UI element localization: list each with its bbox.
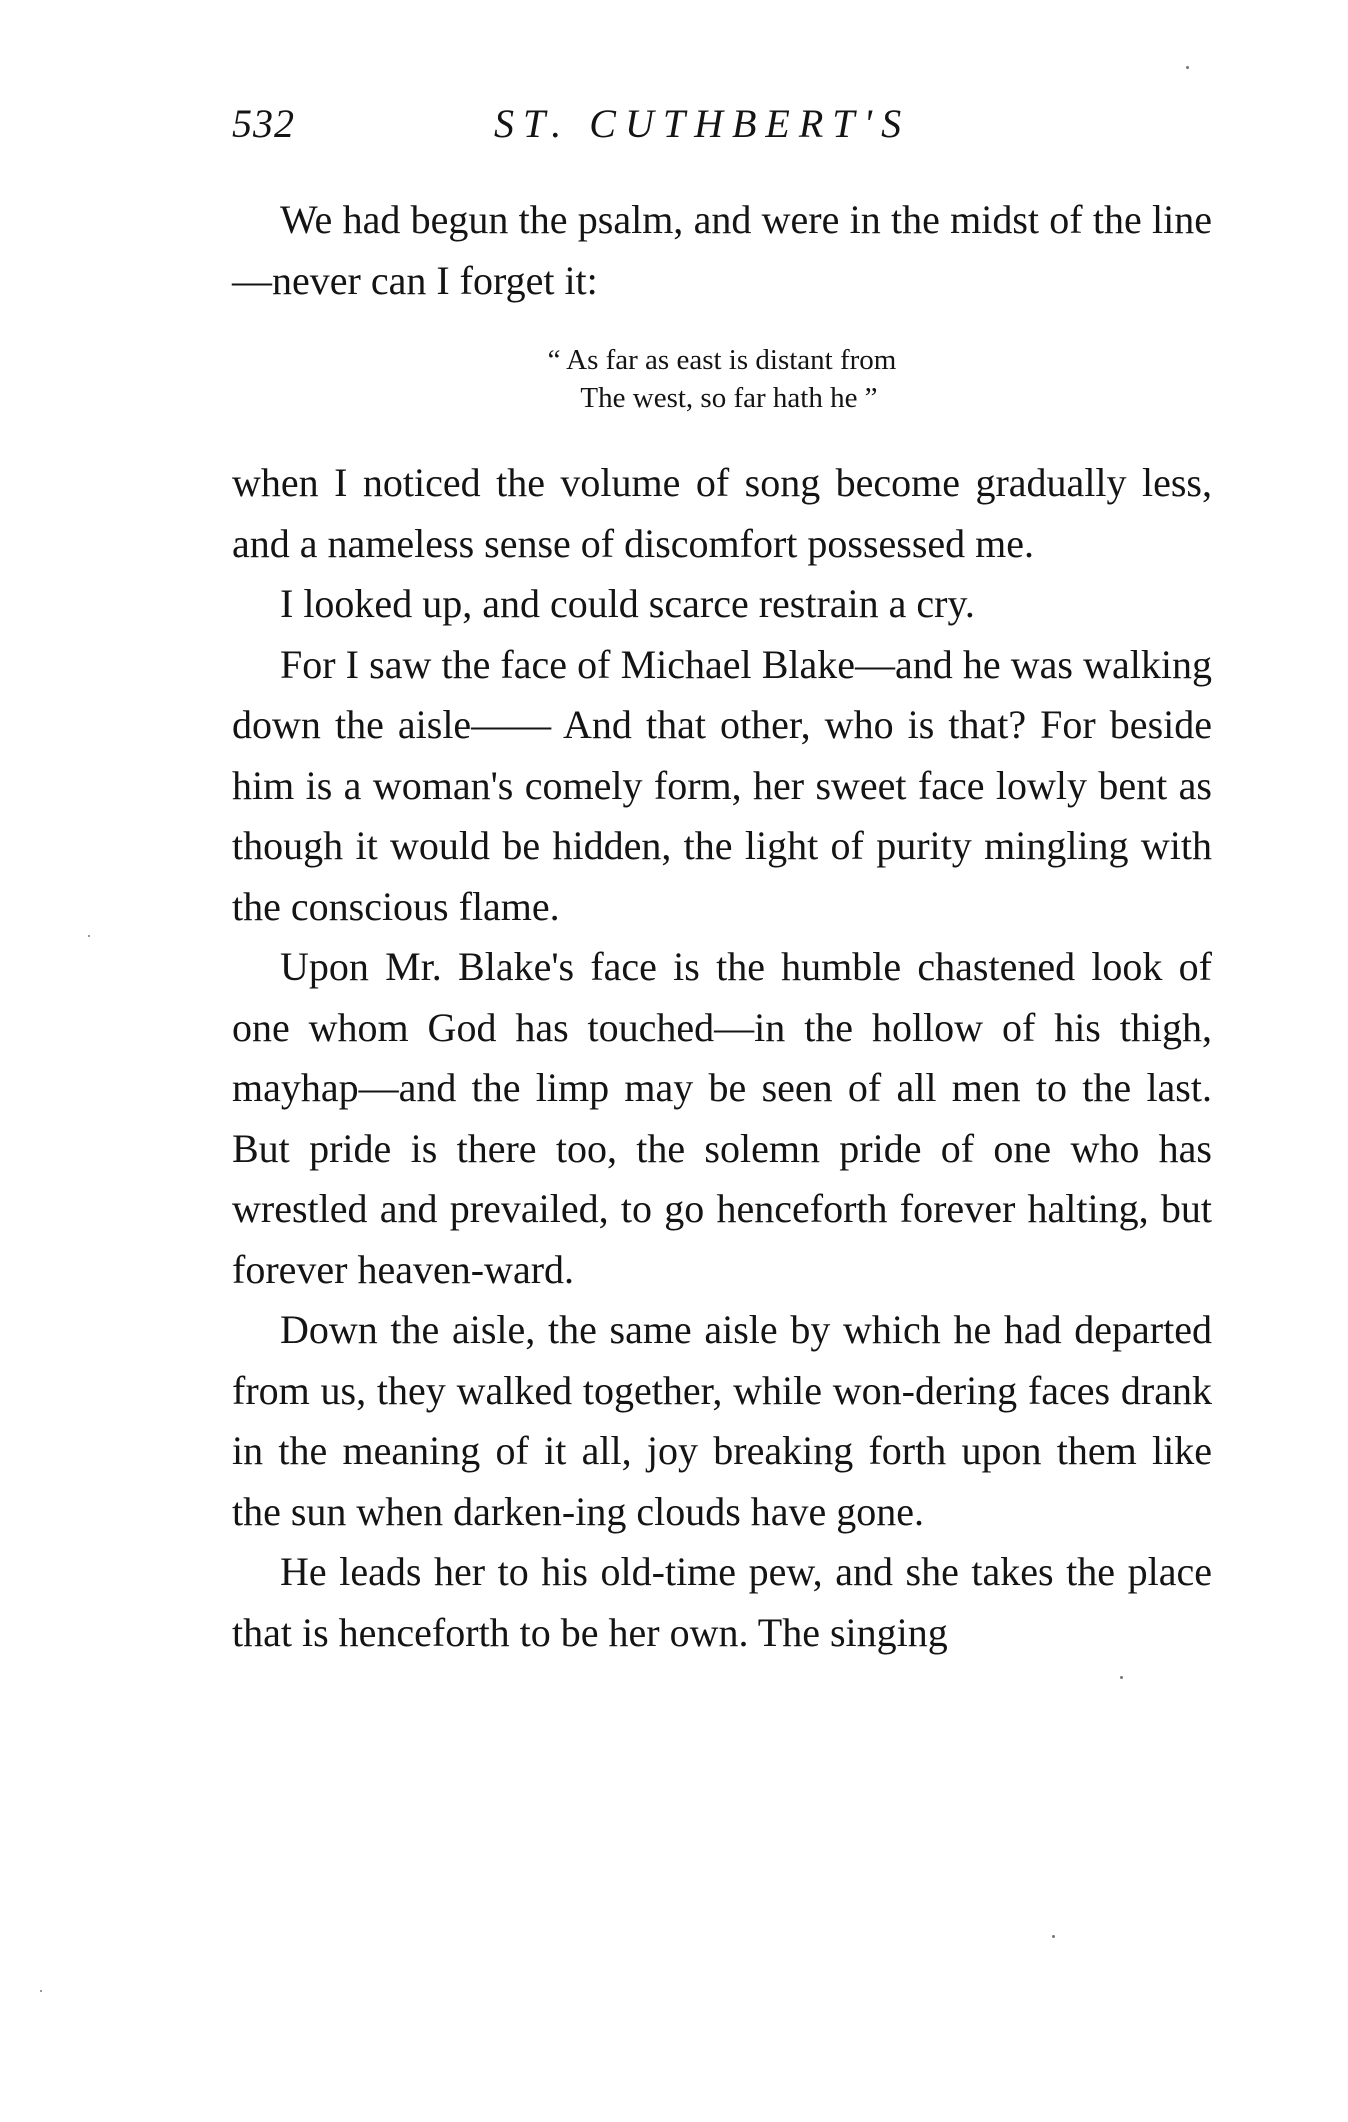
body-text [232,190,1212,1663]
verse-line: “ As far as east is distant from [547,344,897,376]
paper-speck [88,935,90,937]
paper-speck [1120,1676,1123,1679]
paragraph: when I noticed the volume of song become gradually less, and a nameless sense of discomfort possessed me. [232,460,1212,566]
paragraph: He leads her to his old-time pew, and she takes the place that is henceforth to be her own. The singing [232,1549,1212,1655]
verse-line: The west, so far hath he ” [580,382,878,414]
page-number: 532 [232,101,295,146]
paper-speck [40,1990,42,1992]
running-title: ST. CUTHBERT'S [494,101,911,146]
paragraph: Down the aisle, the same aisle by which he had departed from us, they walked together, while won-dering faces drank in the meaning of it all, joy breaking forth upon them like the sun when darken-ing clouds have gone. [232,1307,1212,1534]
paragraph: We had begun the psalm, and were in the midst of the line—never can I forget it: [232,197,1212,303]
paper-speck [1052,1935,1055,1938]
paragraph: I looked up, and could scarce restrain a cry. [280,581,975,626]
paper-speck [1186,66,1189,69]
paragraph: Upon Mr. Blake's face is the humble chastened look of one whom God has touched—in the hollow of his thigh, mayhap—and the limp may be seen of all men to the last. But pride is there too, the solemn pride of one who has wrestled and prevailed, to go henceforth forever halting, but forever heaven-ward. [232,944,1212,1292]
paragraph: For I saw the face of Michael Blake—and he was walking down the aisle—— And that other, who is that? For beside him is a woman's comely form, her sweet face lowly bent as though it would be hidden, the light of purity mingling with the conscious flame. [232,641,1212,929]
verse-quotation [232,341,1212,417]
page-header [232,100,1212,160]
